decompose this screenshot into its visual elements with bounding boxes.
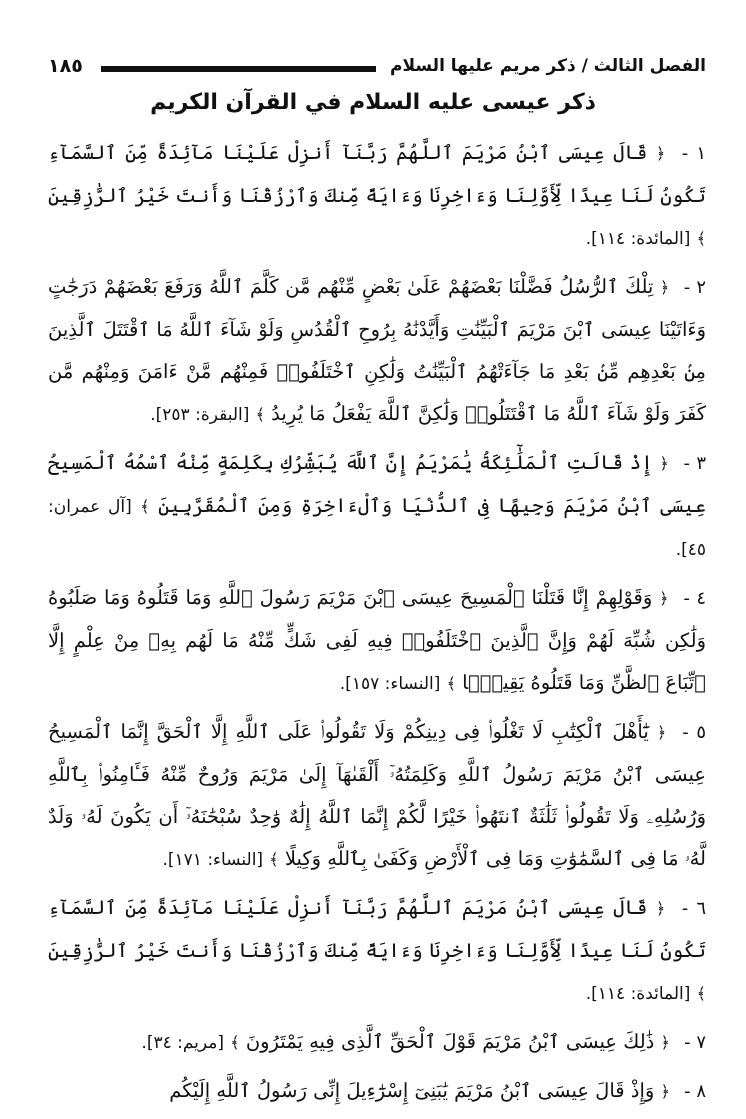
entry-number: ٥ - (682, 722, 707, 743)
verse-reference: [المائدة: ١١٤]. (585, 984, 691, 1004)
verse-list (48, 132, 706, 1119)
verse-entry (48, 266, 706, 436)
open-bracket: ﴿ (659, 278, 670, 297)
verse-reference: [النساء: ١٥٧]. (339, 674, 441, 694)
open-bracket: ﴿ (660, 1033, 670, 1052)
entry-number: ٣ - (683, 453, 706, 474)
verse-text: وَإِذْ قَالَ عِيسَى ٱبْنُ مَرْيَمَ يَٰبَنِىٓ إِسْرَٰٓءِيلَ إِنِّى رَسُولُ ٱللَّهِ إِلَيْكُم (169, 1079, 655, 1102)
verse-entry (48, 442, 706, 571)
verse-entry (48, 711, 706, 881)
close-bracket: ﴾ (140, 497, 150, 516)
entry-number: ٢ - (683, 277, 706, 298)
entry-number: ٧ - (684, 1032, 706, 1053)
entry-number: ٨ - (684, 1081, 706, 1102)
verse-reference: [النساء: ١٧١]. (162, 850, 264, 870)
open-bracket: ﴿ (655, 899, 666, 918)
verse-reference: [البقرة: ٢٥٣]. (150, 405, 250, 425)
running-header (48, 48, 706, 84)
close-bracket: ﴾ (696, 229, 706, 248)
verse-text: ذَٰلِكَ عِيسَى ٱبْنُ مَرْيَمَ قَوْلَ ٱلْحَقِّ ٱلَّذِى فِيهِ يَمْتَرُونَ (245, 1030, 655, 1053)
verse-reference: [المائدة: ١١٤]. (585, 229, 691, 249)
chapter-title: الفصل الثالث / ذكر مريم عليها السلام (390, 56, 706, 76)
close-bracket: ﴾ (446, 674, 456, 693)
open-bracket: ﴿ (656, 723, 667, 742)
entry-number: ١ - (681, 143, 707, 164)
close-bracket: ﴾ (230, 1033, 240, 1052)
open-bracket: ﴿ (660, 1082, 670, 1101)
verse-text: قَالَ عِيسَى ٱبْنُ مَرْيَمَ ٱللَّهُمَّ رَبَّنَآ أَنزِلْ عَلَيْنَا مَآئِدَةً مِّنَ ٱلسَّمَآءِ تَكُونُ لَنَا عِيدًا لِّأَوَّلِنَا وَءَاخِرِنَا وَءَايَةً مِّنكَ وَٱرْزُقْنَا وَأَنتَ خَيْرُ ٱلرَّٰزِقِينَ (48, 141, 706, 207)
verse-entry (48, 1070, 706, 1113)
verse-reference: [مريم: ٣٤]. (141, 1033, 225, 1053)
open-bracket: ﴿ (659, 589, 669, 608)
verse-text: وَقَوْلِهِمْ إِنَّا قَتَلْنَا ٱلْمَسِيحَ عِيسَى ٱبْنَ مَرْيَمَ رَسُولَ ٱللَّهِ وَمَا قَتَلُوهُ وَمَا صَلَبُوهُ وَلَٰكِن شُبِّهَ لَهُمْ وَإِنَّ ٱلَّذِينَ ٱخْتَلَفُوا۟ فِيهِ لَفِى شَكٍّ مِّنْهُ مَا لَهُم بِهِۦ مِنْ عِلْمٍ إِلَّا ٱتِّبَاعَ ٱلظَّنِّ وَمَا قَتَلُوهُ يَقِينًۢا (48, 586, 706, 694)
verse-entry (48, 1021, 706, 1064)
verse-reference: [آل عمران: ٤٥]. (48, 497, 706, 560)
header-rule (101, 66, 376, 72)
verse-entry (48, 577, 706, 705)
verse-text: يَٰٓأَهْلَ ٱلْكِتَٰبِ لَا تَغْلُوا۟ فِى دِينِكُمْ وَلَا تَقُولُوا۟ عَلَى ٱللَّهِ إِلَّا ٱلْحَقَّ إِنَّمَا ٱلْمَسِيحُ عِيسَى ٱبْنُ مَرْيَمَ رَسُولُ ٱللَّهِ وَكَلِمَتُهُۥٓ أَلْقَىٰهَآ إِلَىٰ مَرْيَمَ وَرُوحٌ مِّنْهُ فَـَٔامِنُوا۟ بِٱللَّهِ وَرُسُلِهِۦ وَلَا تَقُولُوا۟ ثَلَٰثَةٌ ٱنتَهُوا۟ خَيْرًا لَّكُمْ إِنَّمَا ٱللَّهُ إِلَٰهٌ وَٰحِدٌ سُبْحَٰنَهُۥٓ أَن يَكُونَ لَهُۥ وَلَدٌ لَّهُۥ مَا فِى ٱلسَّمَٰوَٰتِ وَمَا فِى ٱلْأَرْضِ وَكَفَىٰ بِٱللَّهِ وَكِيلًا (48, 720, 706, 870)
verse-entry (48, 132, 706, 260)
entry-number: ٤ - (683, 588, 706, 609)
verse-text: قَالَ عِيسَى ٱبْنُ مَرْيَمَ ٱللَّهُمَّ رَبَّنَآ أَنزِلْ عَلَيْنَا مَآئِدَةً مِّنَ ٱلسَّمَآءِ تَكُونُ لَنَا عِيدًا لِّأَوَّلِنَا وَءَاخِرِنَا وَءَايَةً مِّنكَ وَٱرْزُقْنَا وَأَنتَ خَيْرُ ٱلرَّٰزِقِينَ (48, 896, 706, 962)
close-bracket: ﴾ (255, 405, 265, 424)
entry-number: ٦ - (681, 898, 707, 919)
verse-text: تِلْكَ ٱلرُّسُلُ فَضَّلْنَا بَعْضَهُمْ عَلَىٰ بَعْضٍ مِّنْهُم مَّن كَلَّمَ ٱللَّهُ وَرَفَعَ بَعْضَهُمْ دَرَجَٰتٍ وَءَاتَيْنَا عِيسَى ٱبْنَ مَرْيَمَ ٱلْبَيِّنَٰتِ وَأَيَّدْنَٰهُ بِرُوحِ ٱلْقُدُسِ وَلَوْ شَآءَ ٱللَّهُ مَا ٱقْتَتَلَ ٱلَّذِينَ مِنۢ بَعْدِهِم مِّنۢ بَعْدِ مَا جَآءَتْهُمُ ٱلْبَيِّنَٰتُ وَلَٰكِنِ ٱخْتَلَفُوا۟ فَمِنْهُم مَّنْ ءَامَنَ وَمِنْهُم مَّن كَفَرَ وَلَوْ شَآءَ ٱللَّهُ مَا ٱقْتَتَلُوا۟ وَلَٰكِنَّ ٱللَّهَ يَفْعَلُ مَا يُرِيدُ (48, 275, 706, 425)
open-bracket: ﴿ (655, 144, 666, 163)
open-bracket: ﴿ (659, 454, 669, 473)
close-bracket: ﴾ (269, 850, 279, 869)
verse-entry (48, 887, 706, 1015)
verse-text: إِذْ قَالَتِ ٱلْمَلَٰٓئِكَةُ يَٰمَرْيَمُ إِنَّ ٱللَّهَ يُبَشِّرُكِ بِكَلِمَةٍ مِّنْهُ ٱسْمُهُ ٱلْمَسِيحُ عِيسَى ٱبْنُ مَرْيَمَ وَجِيهًا فِى ٱلدُّنْيَا وَٱلْءَاخِرَةِ وَمِنَ ٱلْمُقَرَّبِينَ (48, 451, 707, 517)
page-number: ١٨٥ (48, 55, 83, 77)
close-bracket: ﴾ (696, 984, 706, 1003)
section-heading: ذكر عيسى عليه السلام في القرآن الكريم (150, 90, 596, 115)
